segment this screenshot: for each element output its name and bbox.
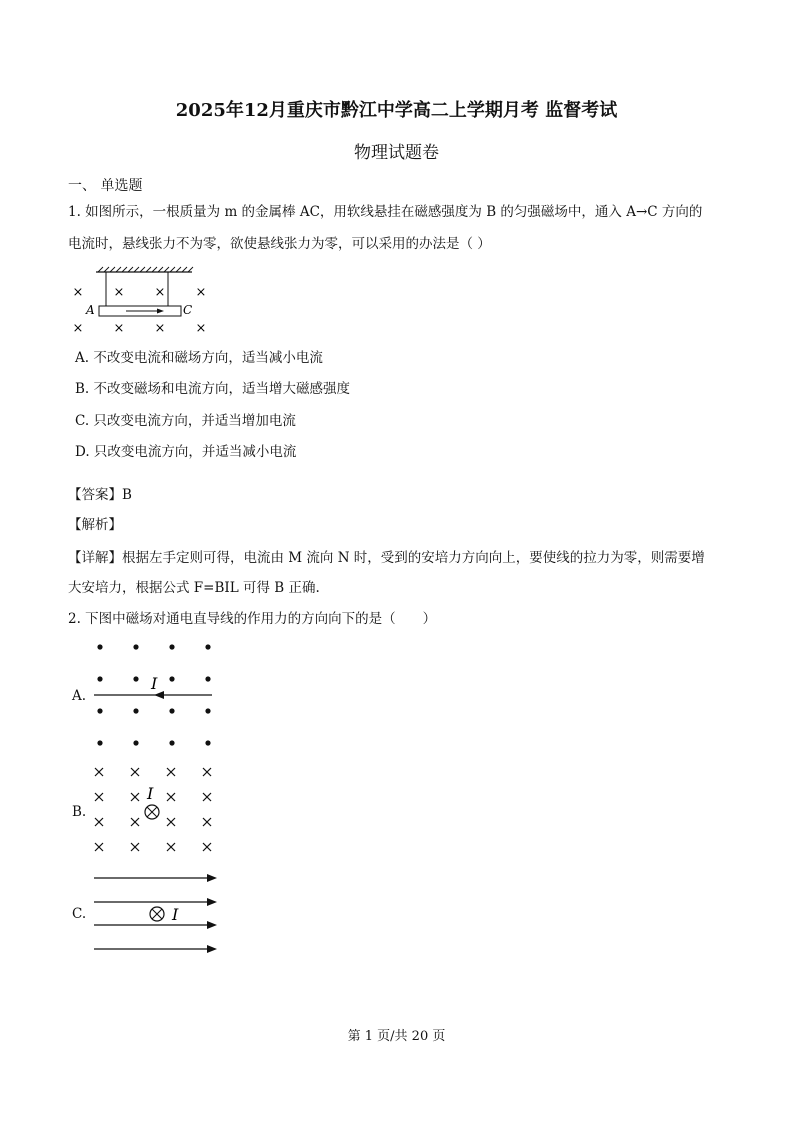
page-subtitle: 物理试题卷 — [354, 143, 439, 163]
q1-option-d: D. 只改变电流方向，并适当减小电流 — [75, 444, 297, 460]
label-a: A — [86, 303, 95, 317]
field-cross-icon: × — [72, 285, 84, 300]
current-label: I — [147, 784, 154, 803]
page-footer: 第 1 页/共 20 页 — [347, 1029, 446, 1044]
label-c: C — [183, 303, 193, 317]
q1-figure — [64, 264, 224, 340]
current-label: I — [172, 905, 179, 924]
q1-answer: 【答案】B — [68, 487, 132, 503]
q1-detail-line2: 大安培力，根据公式 F=BIL 可得 B 正确. — [68, 580, 320, 596]
q2-option-b-label: B. — [72, 804, 87, 820]
arrow-right-icon — [207, 874, 217, 953]
q2-stem: 2. 下图中磁场对通电直导线的作用力的方向向下的是（ ） — [68, 611, 437, 627]
current-label: I — [151, 674, 158, 693]
q1-stem-line1: 1. 如图所示，一根质量为 m 的金属棒 AC，用软线悬挂在磁感强度为 B 的匀强磁场中，通入 A→C 方向的 — [68, 204, 703, 220]
q2-figure-b — [88, 760, 218, 860]
q1-detail-line1: 【详解】根据左手定则可得，电流由 M 流向 N 时，受到的安培力方向向上，要使线的拉力为零，则需要增 — [68, 550, 705, 566]
field-cross-icon: × — [195, 285, 207, 300]
q1-option-c: C. 只改变电流方向，并适当增加电流 — [75, 413, 296, 429]
field-cross-icon: × — [113, 285, 125, 300]
field-cross-icon: × — [154, 321, 166, 336]
q2-figure-a — [88, 636, 218, 756]
q2-option-a-label: A. — [72, 688, 87, 704]
field-cross-icon: × — [195, 321, 207, 336]
field-cross-icon: × — [113, 321, 125, 336]
q1-analysis-heading: 【解析】 — [68, 517, 122, 533]
field-cross-icon: × — [154, 285, 166, 300]
q1-option-b: B. 不改变磁场和电流方向，适当增大磁感强度 — [75, 381, 351, 397]
current-into-page-icon — [150, 907, 164, 921]
q2-figure-c — [88, 866, 222, 958]
field-cross-icon: × — [72, 321, 84, 336]
current-into-page-icon — [145, 805, 159, 819]
q1-option-a: A. 不改变电流和磁场方向，适当减小电流 — [75, 350, 323, 366]
page-title: 2025年12月重庆市黔江中学高二上学期月考 监督考试 — [175, 100, 618, 121]
section-heading: 一、 单选题 — [68, 178, 143, 194]
q1-stem-line2: 电流时，悬线张力不为零，欲使悬线张力为零，可以采用的办法是（ ） — [68, 236, 491, 252]
q2-option-c-label: C. — [72, 906, 87, 922]
